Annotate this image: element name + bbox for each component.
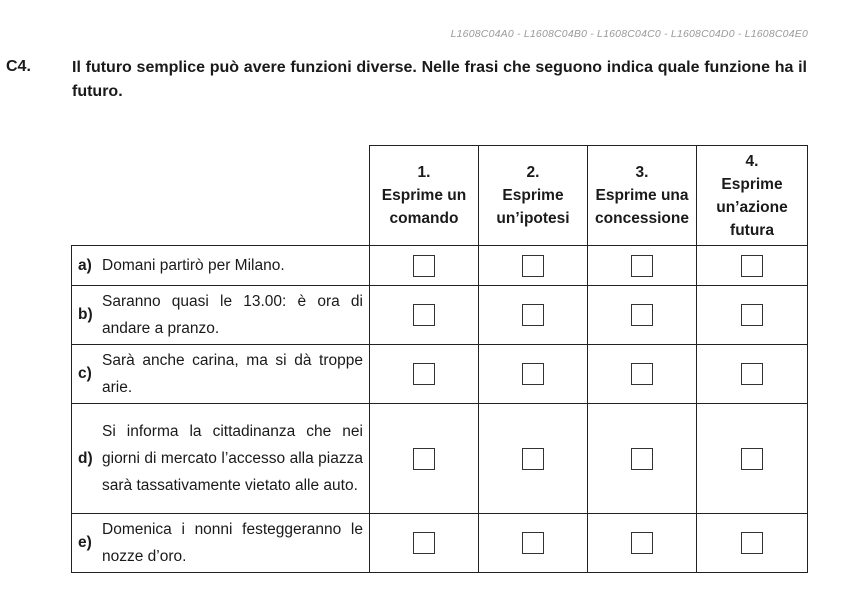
row-letter: e) [78,534,92,551]
checkbox-c-comando[interactable] [413,363,435,385]
column-label-line: un’azione [716,198,788,216]
checkbox-b-comando[interactable] [413,304,435,326]
sentence-cell [72,246,370,286]
sentence-text: Sarà anche carina, ma si dà troppe arie. [102,352,363,396]
sentence-cell [72,345,370,404]
checkbox-c-ipotesi[interactable] [522,363,544,385]
column-label-line: un’ipotesi [496,210,570,227]
column-label-line: Esprime [502,187,564,204]
checkbox-a-azione-futura[interactable] [741,255,763,277]
sentence-text: Saranno quasi le 13.00: è ora di andare a pranzo. [102,293,363,337]
sentence-cell [72,514,370,573]
sentence-text: Domani partirò per Milano. [102,257,285,274]
table-row [72,246,808,286]
checkbox-d-concessione[interactable] [631,448,653,470]
table-row [72,404,808,514]
row-letter: b) [78,306,93,323]
column-number: 4. [745,152,759,170]
checkbox-d-azione-futura[interactable] [741,448,763,470]
table-row [72,345,808,404]
checkbox-e-concessione[interactable] [631,532,653,554]
question-number: C4. [6,58,31,75]
checkbox-b-azione-futura[interactable] [741,304,763,326]
sentence-cell [72,404,370,514]
checkbox-d-comando[interactable] [413,448,435,470]
checkbox-d-ipotesi[interactable] [522,448,544,470]
row-letter: c) [78,365,92,382]
checkbox-a-concessione[interactable] [631,255,653,277]
column-label-line: concessione [595,210,689,227]
column-label-line: futura [730,221,774,239]
column-label-line: Esprime una [595,187,689,204]
item-codes: L1608C04A0 - L1608C04B0 - L1608C04C0 - L1608C04D0 - L1608C04E0 [450,28,808,40]
column-number: 3. [635,164,649,181]
column-header-concessione [588,146,697,246]
row-letter: a) [78,256,92,274]
column-label-line: Esprime un [381,187,467,204]
question-text: Il futuro semplice può avere funzioni diverse. Nelle frasi che seguono indica quale funzione ha il futuro. [72,59,807,100]
column-number: 1. [417,164,431,181]
header-blank-cell [72,146,370,246]
column-header-ipotesi [479,146,588,246]
checkbox-a-comando[interactable] [413,255,435,277]
answer-grid [71,145,808,573]
column-label-line: Esprime [721,175,783,193]
checkbox-b-concessione[interactable] [631,304,653,326]
row-letter: d) [78,449,93,467]
column-header-azione-futura [697,146,808,246]
checkbox-c-concessione[interactable] [631,363,653,385]
column-header-comando [370,146,479,246]
column-number: 2. [526,164,540,181]
table-row [72,514,808,573]
checkbox-c-azione-futura[interactable] [741,363,763,385]
sentence-text: Si informa la cittadinanza che nei giorni di mercato l’accesso alla piazza sarà tassativamente vietato alle auto. [102,423,363,494]
checkbox-a-ipotesi[interactable] [522,255,544,277]
checkbox-e-azione-futura[interactable] [741,532,763,554]
column-label-line: comando [389,210,459,227]
sentence-text: Domenica i nonni festeggeranno le nozze d’oro. [102,521,363,565]
checkbox-b-ipotesi[interactable] [522,304,544,326]
table-row [72,286,808,345]
checkbox-e-ipotesi[interactable] [522,532,544,554]
sentence-cell [72,286,370,345]
checkbox-e-comando[interactable] [413,532,435,554]
